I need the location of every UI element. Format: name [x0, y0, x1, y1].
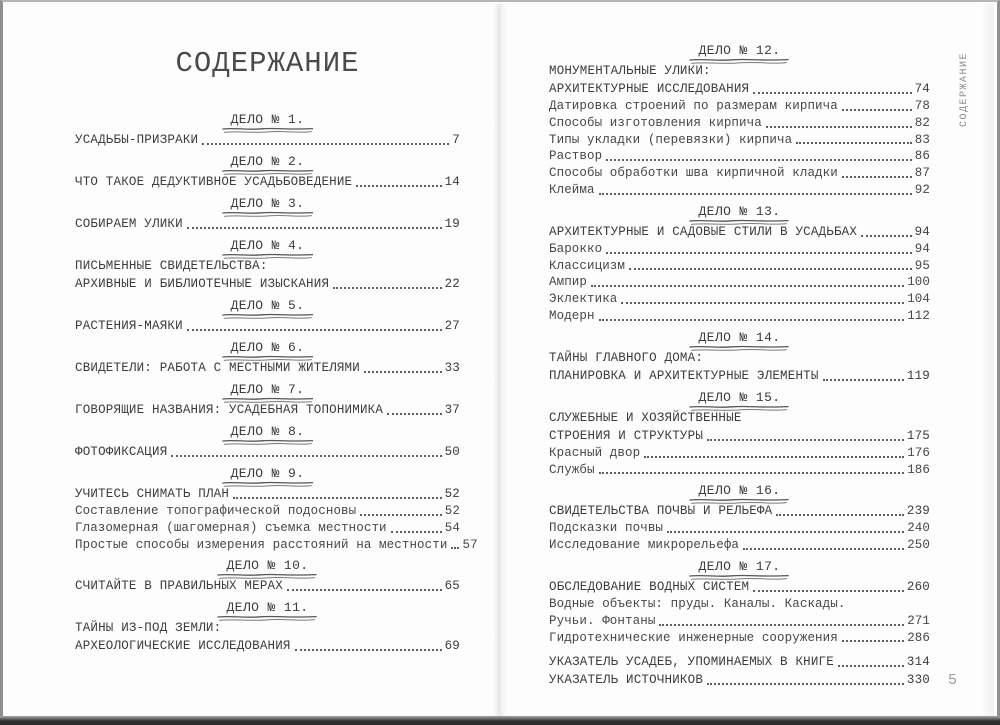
toc-title: СОДЕРЖАНИЕ: [175, 47, 360, 80]
dot-leader: [187, 329, 442, 331]
toc-section: [75, 600, 460, 655]
entry-title: Барокко: [549, 241, 603, 256]
dot-leader: [599, 472, 905, 474]
dot-leader: [333, 287, 441, 289]
case-heading: [75, 298, 460, 313]
heading-underline: [222, 481, 314, 488]
heading-underline: [222, 169, 314, 176]
dot-leader: [364, 371, 442, 373]
heading-underline: [222, 439, 314, 446]
entry-title: Клейма: [549, 182, 595, 197]
entry-title: СЛУЖЕБНЫЕ И ХОЗЯЙСТВЕННЫЕ: [549, 410, 742, 425]
toc-section: [75, 238, 460, 293]
dot-leader: [171, 455, 441, 457]
toc-entry: [549, 427, 930, 445]
entry-title: СОБИРАЕМ УЛИКИ: [75, 217, 183, 231]
entry-page-number: 92: [914, 182, 930, 197]
entry-page-number: 86: [914, 149, 930, 164]
toc-section: [549, 204, 930, 325]
toc-entry: [549, 367, 930, 385]
entry-page-number: 94: [914, 224, 930, 239]
entry-page-number: 74: [914, 82, 930, 96]
entry-page-number: 27: [444, 319, 460, 333]
entry-title: АРХЕОЛОГИЧЕСКИЕ ИССЛЕДОВАНИЯ: [75, 639, 291, 654]
toc-entry: [549, 445, 930, 462]
toc-section: [75, 196, 460, 233]
toc-entry: [75, 520, 460, 537]
case-heading-label: ДЕЛО № 10.: [226, 558, 309, 574]
dot-leader: [287, 589, 442, 591]
entry-title: Гидротехнические инженерные сооружения: [549, 630, 838, 645]
toc-entry: [549, 115, 930, 132]
dot-leader: [796, 142, 912, 144]
case-heading: [549, 204, 930, 219]
dot-leader: [599, 319, 905, 321]
heading-underline: [217, 615, 317, 622]
case-heading-label: ДЕЛО № 4.: [230, 238, 305, 253]
dot-leader: [356, 185, 441, 187]
entry-page-number: 87: [914, 166, 930, 181]
dot-leader: [743, 548, 904, 550]
entry-title: АРХИТЕКТУРНЫЕ И САДОВЫЕ СТИЛИ В УСАДЬБАХ: [549, 224, 858, 239]
book-bottom-edge: [0, 716, 1000, 725]
toc-entry: [549, 98, 930, 115]
toc-section: [549, 390, 930, 479]
toc-page-right: [507, 4, 994, 716]
entry-page-number: 7: [452, 133, 460, 147]
entry-title: СЧИТАЙТЕ В ПРАВИЛЬНЫХ МЕРАХ: [75, 579, 283, 594]
dot-leader: [202, 143, 449, 145]
toc-entry: [75, 537, 478, 554]
toc-section: [549, 43, 930, 199]
toc-entry: [549, 291, 930, 308]
entry-title: Датировка строений по размерам кирпича: [549, 99, 838, 113]
entry-title: Составление топографической подосновы: [75, 504, 357, 518]
toc-section: [549, 483, 930, 554]
heading-underline: [689, 219, 789, 226]
entry-page-number: 186: [907, 462, 930, 477]
case-heading-label: ДЕЛО № 7.: [230, 382, 305, 397]
page-edge-shade: [980, 4, 994, 716]
heading-underline: [689, 574, 789, 581]
entry-page-number: 83: [914, 132, 930, 147]
entry-title: СВИДЕТЕЛИ: РАБОТА С МЕСТНЫМИ ЖИТЕЛЯМИ: [75, 361, 360, 375]
toc-section: [75, 466, 478, 553]
heading-underline: [217, 573, 317, 580]
dot-leader: [621, 302, 904, 304]
entry-page-number: 50: [444, 445, 460, 459]
entry-title: ГОВОРЯЩИЕ НАЗВАНИЯ: УСАДЕБНАЯ ТОПОНИМИКА: [75, 403, 384, 417]
entry-title: РАСТЕНИЯ-МАЯКИ: [75, 319, 183, 333]
entry-title: ТАЙНЫ ИЗ-ПОД ЗЕМЛИ:: [75, 621, 222, 636]
dot-leader: [606, 159, 912, 161]
case-heading: [75, 424, 460, 439]
toc-entry: [549, 274, 930, 291]
entry-page-number: 260: [906, 579, 930, 594]
heading-underline: [222, 127, 314, 134]
case-heading-label: ДЕЛО № 2.: [230, 154, 305, 169]
case-heading: [75, 340, 460, 355]
entry-title: Глазомерная (шагомерная) съемка местности: [75, 520, 387, 535]
entry-title: ПЛАНИРОВКА И АРХИТЕКТУРНЫЕ ЭЛЕМЕНТЫ: [549, 368, 819, 383]
dot-leader: [233, 497, 442, 499]
dot-leader: [360, 514, 442, 516]
case-heading: [75, 382, 460, 397]
entry-title: МОНУМЕНТАЛЬНЫЕ УЛИКИ:: [549, 64, 711, 78]
dot-leader: [861, 235, 912, 237]
case-heading: [75, 466, 460, 481]
entry-page-number: 19: [444, 217, 460, 231]
entry-page-number: 330: [906, 673, 930, 688]
case-heading-label: ДЕЛО № 15.: [698, 389, 781, 405]
entry-title: Типы укладки (перевязки) кирпича: [549, 132, 793, 147]
case-heading: [549, 559, 930, 574]
dot-leader: [842, 640, 904, 642]
dot-leader: [387, 413, 442, 415]
entry-page-number: 250: [907, 538, 930, 553]
entry-page-number: 33: [444, 361, 460, 375]
entry-page-number: 14: [444, 175, 460, 189]
dot-leader: [295, 649, 442, 651]
dot-leader: [707, 439, 904, 441]
case-heading: [75, 600, 460, 615]
entry-page-number: 52: [444, 487, 460, 501]
case-heading-label: ДЕЛО № 8.: [230, 424, 305, 439]
dot-leader: [629, 268, 912, 270]
dot-leader: [451, 547, 459, 549]
toc-entry: [75, 275, 460, 293]
toc-section: [75, 298, 460, 335]
entry-page-number: 78: [914, 99, 930, 113]
entry-page-number: 271: [907, 613, 930, 628]
heading-underline: [222, 313, 314, 320]
entry-title: ЧТО ТАКОЕ ДЕДУКТИВНОЕ УСАДЬБОВЕДЕНИЕ: [75, 175, 353, 189]
heading-underline: [689, 345, 789, 352]
toc-entry: [549, 182, 930, 199]
dot-leader: [766, 126, 912, 128]
heading-underline: [689, 498, 789, 505]
dot-leader: [591, 285, 904, 287]
toc-entry: [549, 613, 930, 630]
entry-page-number: 112: [907, 308, 930, 323]
toc-entry: [549, 596, 930, 613]
heading-underline: [222, 397, 314, 404]
case-heading-label: ДЕЛО № 9.: [230, 466, 305, 481]
toc-list-right: [549, 43, 930, 689]
entry-page-number: 176: [907, 445, 930, 460]
case-heading-label: ДЕЛО № 13.: [698, 203, 781, 219]
entry-page-number: 94: [914, 241, 930, 256]
entry-page-number: 52: [444, 504, 460, 518]
dot-leader: [644, 456, 904, 458]
toc-section: [75, 340, 460, 377]
case-heading-label: ДЕЛО № 11.: [226, 600, 309, 616]
toc-list-left: [75, 112, 478, 655]
entry-page-number: 240: [907, 521, 930, 536]
margin-header: СОДЕРЖАНИЕ: [959, 52, 970, 128]
entry-page-number: 22: [444, 277, 460, 291]
case-heading-label: ДЕЛО № 5.: [230, 298, 305, 313]
case-heading-label: ДЕЛО № 16.: [698, 483, 781, 499]
dot-leader: [823, 379, 904, 381]
toc-section: [549, 330, 930, 385]
toc-entry: [549, 80, 930, 98]
case-heading-label: ДЕЛО № 6.: [230, 340, 305, 355]
entry-page-number: 57: [462, 537, 478, 552]
entry-page-number: 314: [906, 655, 930, 670]
entry-title: ФОТОФИКСАЦИЯ: [75, 445, 168, 459]
entry-title: Службы: [549, 462, 595, 477]
toc-entry: [549, 462, 930, 479]
entry-page-number: 95: [914, 258, 930, 273]
entry-title: Подсказки почвы: [549, 521, 664, 536]
entry-page-number: 119: [906, 368, 930, 383]
toc-entry: [75, 637, 460, 655]
toc-section: [549, 653, 930, 689]
heading-underline: [222, 253, 314, 260]
dot-leader: [187, 227, 442, 229]
toc-section: [75, 382, 460, 419]
dot-leader: [753, 590, 904, 592]
toc-entry: [549, 671, 930, 689]
case-heading: [549, 390, 930, 405]
toc-section: [75, 424, 460, 461]
dot-leader: [606, 252, 912, 254]
entry-title: Ампир: [549, 275, 588, 290]
case-heading: [75, 558, 460, 573]
entry-title: Классицизм: [549, 258, 626, 273]
toc-entry: [549, 132, 930, 149]
heading-underline: [689, 405, 789, 412]
case-heading: [75, 112, 460, 127]
entry-title: Способы обработки шва кирпичной кладки: [549, 166, 838, 181]
case-heading: [75, 238, 460, 253]
case-heading-label: ДЕЛО № 17.: [698, 558, 781, 574]
entry-page-number: 100: [907, 275, 930, 290]
heading-underline: [222, 211, 314, 218]
page-number: 5: [947, 672, 957, 689]
dot-leader: [842, 176, 912, 178]
dot-leader: [753, 92, 911, 94]
entry-title: Красный двор: [549, 445, 641, 460]
case-heading: [549, 483, 930, 498]
case-heading-label: ДЕЛО № 3.: [230, 196, 305, 211]
case-heading: [549, 330, 930, 345]
toc-entry: [549, 520, 930, 537]
dot-leader: [842, 109, 912, 111]
toc-entry: [549, 165, 930, 182]
entry-page-number: 239: [906, 504, 930, 519]
entry-title: ПИСЬМЕННЫЕ СВИДЕТЕЛЬСТВА:: [75, 259, 268, 273]
toc-entry: [549, 653, 930, 671]
entry-title: УКАЗАТЕЛЬ ИСТОЧНИКОВ: [549, 673, 704, 688]
dot-leader: [776, 514, 904, 516]
entry-page-number: 69: [444, 639, 460, 654]
entry-title: Раствор: [549, 149, 603, 164]
entry-page-number: 175: [906, 428, 930, 443]
entry-title: АРХИВНЫЕ И БИБЛИОТЕЧНЫЕ ИЗЫСКАНИЯ: [75, 277, 330, 291]
case-heading: [549, 43, 930, 58]
entry-title: Способы изготовления кирпича: [549, 115, 762, 130]
entry-page-number: 286: [907, 630, 930, 645]
entry-page-number: 104: [907, 292, 930, 307]
toc-section: [549, 559, 930, 646]
entry-title: СТРОЕНИЯ И СТРУКТУРЫ: [549, 428, 704, 443]
entry-title: УСАДЬБЫ-ПРИЗРАКИ: [75, 133, 199, 147]
toc-entry: [549, 537, 930, 554]
dot-leader: [599, 193, 912, 195]
entry-title: УЧИТЕСЬ СНИМАТЬ ПЛАН: [75, 487, 230, 501]
entry-title: ТАЙНЫ ГЛАВНОГО ДОМА:: [549, 350, 704, 365]
entry-page-number: 54: [444, 520, 460, 535]
dot-leader: [838, 665, 904, 667]
dot-leader: [659, 624, 904, 626]
entry-title: УКАЗАТЕЛЬ УСАДЕБ, УПОМИНАЕМЫХ В КНИГЕ: [549, 655, 834, 670]
case-heading-label: ДЕЛО № 12.: [698, 43, 781, 58]
dot-leader: [707, 683, 904, 685]
entry-page-number: 82: [914, 115, 930, 130]
dot-leader: [391, 531, 442, 533]
entry-title: Модерн: [549, 308, 595, 323]
toc-entry: [75, 503, 460, 520]
entry-page-number: 65: [444, 579, 460, 594]
dot-leader: [667, 531, 904, 533]
toc-section: [75, 154, 460, 191]
entry-title: Ручьи. Фонтаны: [549, 613, 656, 628]
case-heading: [75, 196, 460, 211]
toc-page-left: [6, 4, 500, 716]
toc-entry: [549, 241, 930, 258]
entry-title: Исследование микрорельефа: [549, 538, 740, 553]
case-heading: [75, 154, 460, 169]
entry-title: ОБСЛЕДОВАНИЕ ВОДНЫХ СИСТЕМ: [549, 579, 750, 594]
entry-title: Эклектика: [549, 292, 618, 307]
entry-title: Простые способы измерения расстояний на местности: [75, 537, 448, 552]
entry-page-number: 37: [444, 403, 460, 417]
toc-entry: [549, 148, 930, 165]
toc-entry: [549, 258, 930, 275]
heading-underline: [689, 58, 789, 65]
entry-title: СВИДЕТЕЛЬСТВА ПОЧВЫ И РЕЛЬЕФА: [549, 504, 773, 519]
case-heading-label: ДЕЛО № 14.: [698, 329, 781, 345]
entry-title: Водные объекты: пруды. Каналы. Каскады.: [549, 596, 846, 611]
toc-entry: [549, 630, 930, 647]
entry-title: АРХИТЕКТУРНЫЕ ИССЛЕДОВАНИЯ: [549, 82, 750, 96]
toc-entry: [549, 308, 930, 325]
toc-section: [75, 558, 460, 595]
case-heading-label: ДЕЛО № 1.: [230, 112, 305, 127]
toc-section: [75, 112, 460, 149]
page-gutter: [493, 4, 509, 716]
heading-underline: [222, 355, 314, 362]
